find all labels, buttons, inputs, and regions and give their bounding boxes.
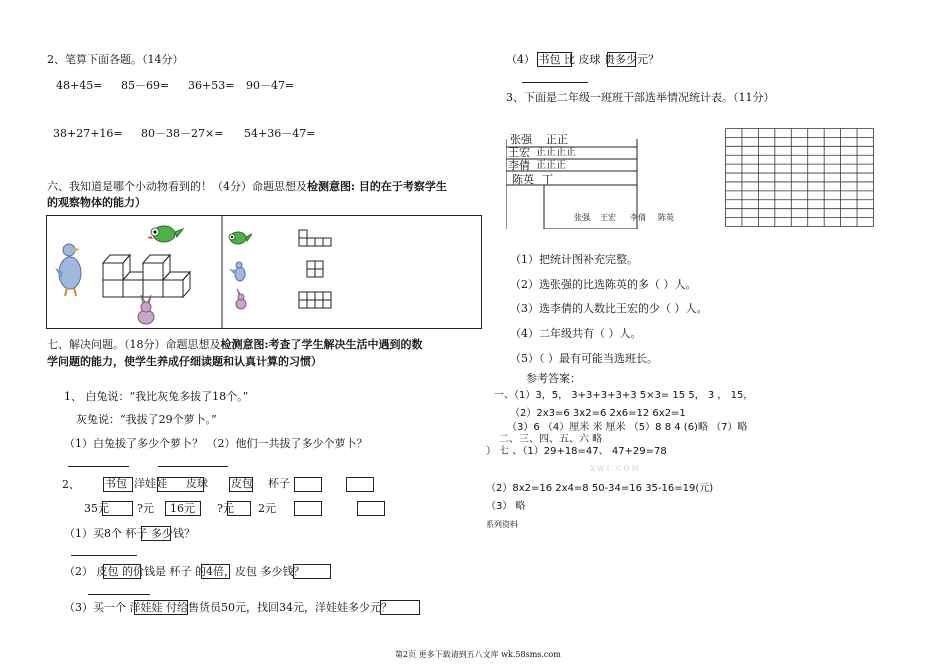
price-box: [357, 501, 385, 516]
problem2-q3: （3）买一个 洋娃娃 付给售货员50元，找回34元，洋娃娃多少元？: [64, 601, 392, 614]
blank-chart-grid-lines: [725, 128, 874, 227]
q6-title: [47, 180, 447, 194]
price-bag: 35元: [84, 502, 109, 515]
item-label-box: [380, 600, 420, 615]
problem1-line3: （1）白兔拔了多少个萝卜？ （2）他们一共拔了多少个萝卜？: [64, 437, 368, 450]
chart-label: 李倩: [630, 213, 646, 222]
view-shape-top: [299, 230, 331, 246]
blank-chart-grid: [725, 128, 874, 227]
item-label-box: [134, 600, 188, 615]
answer-line-7: （3） 略: [486, 501, 526, 512]
observation-figure-drawing: [47, 216, 481, 328]
item-label-box: [293, 564, 331, 579]
problem2-q2: （2） 皮包 的价钱是 杯子 的4倍，皮包 多少钱？: [64, 565, 305, 578]
q4-question: （4） 书包 比 皮球 贵多少元？: [506, 53, 659, 66]
answer-line-6: （2）8x2=16 2x4=8 50-34=16 35-16=19(元): [486, 483, 714, 494]
question-4: （4）二年级共有（ ）人。: [510, 327, 642, 340]
rabbit-icon: [138, 295, 154, 324]
question-2: （2）选张强的比选陈英的多（ ）人。: [510, 278, 697, 291]
item-purse: 皮包: [231, 477, 253, 490]
page-footer: 第2页 更多下载请到五八文库 wk.58sms.com: [395, 650, 561, 659]
item-label-box: [607, 52, 636, 67]
answer-line-4: 二、三、四、五、六 略: [499, 434, 603, 445]
observation-figure: [46, 215, 482, 329]
question-1: （1）把统计图补充完整。: [510, 253, 638, 266]
chart-label: 陈英: [658, 213, 674, 222]
q2-expr-4: 90－47=: [246, 79, 295, 92]
q7-title: [47, 338, 423, 352]
item-label-box: [537, 52, 572, 67]
q2-expr-1: 48+45=: [56, 79, 103, 92]
answer-line-5: ） 七 、（1）29+18=47、 47+29=78: [486, 446, 667, 457]
item-ball: 皮球: [186, 477, 208, 490]
answer-line-1: 一、（1）3，5， 3+3+3+3+3 5×3= 15 5， 3 ， 15，: [494, 390, 754, 401]
q2-expr-6: 80－38－27×=: [141, 127, 224, 140]
view-shape-middle: [307, 261, 323, 277]
view-shape-bottom: [299, 292, 331, 308]
answers-title: 参考答案：: [526, 372, 581, 385]
q6-title-plain: 六、我知道是哪个小动物看到的！（4分）命题思想及: [47, 180, 307, 193]
question-5: （5）（ ）最有可能当选班长。: [510, 352, 658, 365]
item-label-box: [201, 564, 230, 579]
price-box: [102, 501, 133, 516]
problem1-line2: 灰兔说：“我拔了29个萝卜。”: [76, 413, 217, 426]
price-box: [165, 501, 201, 516]
problem2-number: 2、: [62, 478, 80, 491]
price-doll: ?元: [137, 502, 154, 515]
tally-name: 张强: [510, 133, 532, 146]
problem1-line1: 1、 白兔说：“我比灰兔多拔了18个。”: [64, 390, 249, 403]
green-bird-small-icon: [229, 232, 252, 244]
price-purse: ?元: [217, 502, 234, 515]
series-label: 系列资料: [486, 520, 518, 529]
q2-title: 2、笔算下面各题。（14分）: [47, 53, 184, 66]
tally-mark: 正正正正: [536, 147, 576, 158]
item-cup: 杯子: [268, 477, 290, 490]
item-bag: 书包: [105, 477, 127, 490]
q6-title-line2: 的观察物体的能力）: [47, 196, 146, 209]
q2-expr-5: 38+27+16=: [53, 127, 123, 140]
q2-expr-2: 85－69=: [121, 79, 170, 92]
answer-line: [522, 82, 588, 83]
cube-stack: [103, 255, 190, 297]
answer-line: [88, 594, 150, 595]
price-box: [227, 501, 251, 516]
green-bird-icon: [147, 226, 183, 242]
question-3: （3）选李倩的人数比王宏的少（ ）人。: [510, 302, 708, 315]
item-picture-box: [346, 477, 374, 492]
price-cup: 2元: [258, 502, 276, 515]
tally-mark: 正正: [546, 133, 568, 146]
q7-title-line2: 学问题的能力，使学生养成仔细读题和认真计算的习惯）: [47, 355, 322, 368]
answer-line-3: （3）6 （4）厘米 米 厘米 （5）8 8 4 (6)略 （7）略: [507, 422, 748, 433]
rabbit-small-icon: [236, 289, 246, 309]
tally-name: 王宏: [508, 146, 530, 159]
price-box: [294, 501, 322, 516]
answer-line: [71, 555, 137, 556]
chart-label: 王宏: [600, 213, 616, 222]
tally-mark: 正正正: [536, 160, 566, 171]
q2-expr-3: 36+53=: [188, 79, 235, 92]
problem2-q1: （1）买8个 杯子 多少钱？: [64, 527, 195, 540]
q6-title-bold: 检测意图: 目的在于考察学生: [307, 180, 447, 193]
tally-name: 陈英: [512, 173, 534, 186]
q3-title: 3、下面是二年级一班班干部选举情况统计表。（11分）: [506, 91, 775, 104]
tally-table: [506, 133, 674, 229]
item-picture-box: [294, 477, 322, 492]
answer-line: [158, 466, 228, 467]
bird-icon: [55, 244, 81, 296]
item-label-box: [103, 564, 141, 579]
q7-title-bold: 检测意图:考查了学生解决生活中遇到的数: [220, 338, 423, 351]
tally-mark: 丅: [542, 173, 553, 186]
q2-expr-7: 54+36－47=: [244, 127, 316, 140]
price-ball: 16元: [170, 502, 195, 515]
answer-line: [68, 466, 129, 467]
chart-label: 张强: [574, 213, 590, 222]
item-label-box: [141, 526, 171, 541]
q7-title-plain: 七、解决问题。（18分）命题思想及: [47, 338, 221, 351]
answer-line-2: （2）2x3=6 3x2=6 2x6=12 6x2=1: [510, 408, 686, 419]
watermark: X W I . C O M: [590, 465, 639, 473]
blue-bird-small-icon: [229, 262, 245, 281]
item-doll: 洋娃娃: [134, 477, 167, 490]
tally-name: 李倩: [508, 159, 530, 172]
